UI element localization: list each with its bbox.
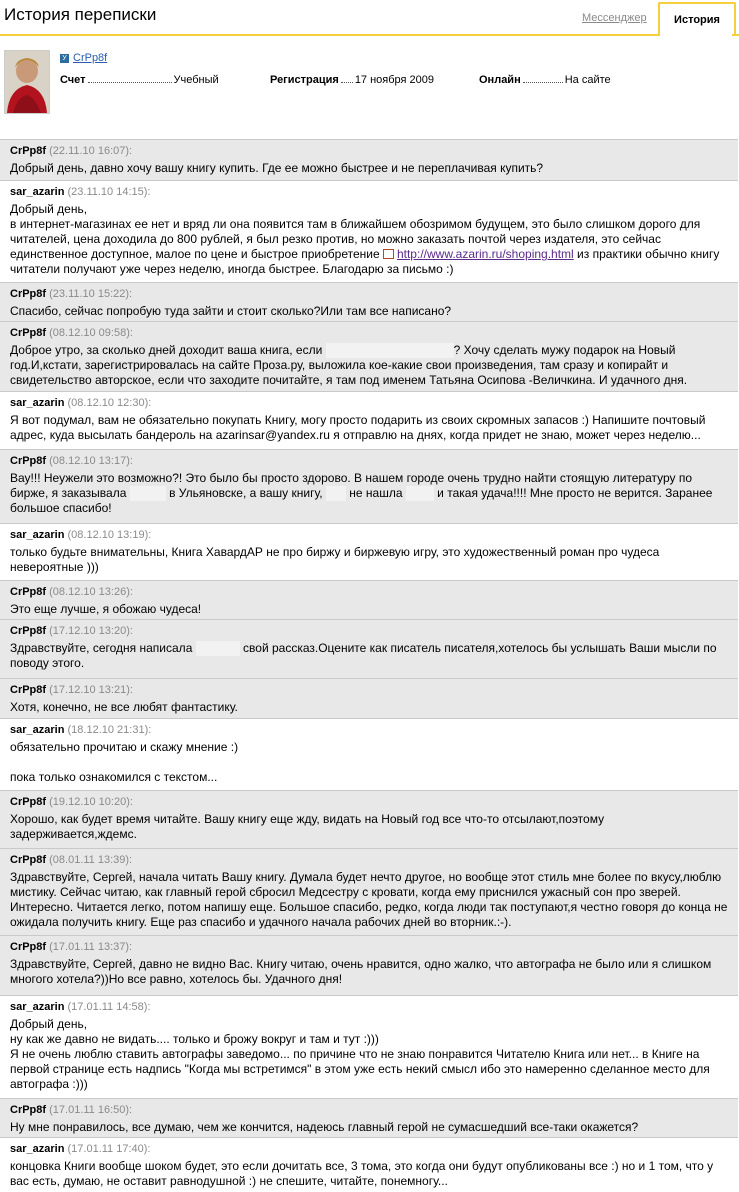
message-time: (08.01.11 13:39): xyxy=(49,854,133,866)
message-time: (17.01.11 14:58): xyxy=(67,1001,151,1013)
tab-history[interactable] xyxy=(658,2,736,36)
message-item xyxy=(0,391,738,449)
message-author[interactable]: CrPp8f xyxy=(10,625,47,637)
message-author[interactable]: sar_azarin xyxy=(10,529,65,541)
redacted-text xyxy=(196,641,240,656)
message-time: (23.11.10 14:15): xyxy=(67,186,151,198)
message-author[interactable]: CrPp8f xyxy=(10,941,47,953)
message-text: Спасибо, сейчас попробую туда зайти и стоит сколько?Или там все написано? xyxy=(10,304,452,318)
message-text: Доброе утро, за сколько дней доходит ваша книга, если ? Хочу сделать мужу подарок на Новый год.И,кстати, зарегистрировалась на сайте Проза.ру, выложила кое-какие свои произведения, там сразу и копирайт и свидетельство авторское, если что заходите почитайте, я там под именем Татьяна Осипова -Величкина. И удачного дня. xyxy=(10,343,688,387)
message-author[interactable]: CrPp8f xyxy=(10,455,47,467)
message-time: (08.12.10 13:26): xyxy=(49,586,133,598)
message-time: (17.01.11 17:40): xyxy=(67,1143,151,1155)
message-author[interactable]: CrPp8f xyxy=(10,1104,47,1116)
message-item xyxy=(0,180,738,282)
message-item xyxy=(0,1137,738,1192)
avatar-photo xyxy=(5,51,49,113)
message-item xyxy=(0,935,738,995)
message-text: Добрый день, ну как же давно не видать.... только и брожу вокруг и там и тут :))) Я не очень люблю ставить автографы заведомо... по причине что не знаю понравится Читателю Книга или нет... в Книге на первой странице есть надпись "Когда мы встретимся" в этом уже есть некий смысл ибо это намеренно сделанное место для автографа :))) xyxy=(10,1017,710,1091)
user-status-icon: У xyxy=(60,54,69,63)
message-item xyxy=(0,282,738,321)
message-time: (18.12.10 21:31): xyxy=(67,724,152,736)
message-time: (17.01.11 16:50): xyxy=(49,1104,133,1116)
message-text: Здравствуйте, Сергей, начала читать Вашу книгу. Думала будет нечто другое, но вообще этот стиль мне более по вкусу,люблю мистику. Сейчас читаю, как главный герой сбросил Медсестру с кровати, когда ему приснился ужасный сон про зверей. Интересно. Читается легко, потом напишу еще. Большое спасибо, редко, когда люди так поступают,я честно говоря до конца не ожидала получить книгу. Еще раз спасибо и удачного начала рабочих дней во вторник.:-). xyxy=(10,870,731,929)
message-time: (08.12.10 09:58): xyxy=(49,327,133,339)
message-item xyxy=(0,139,738,180)
message-item xyxy=(0,321,738,391)
message-text: Ну мне понравилось, все думаю, чем же кончится, надеюсь главный герой не сумасшедший все-таки окажется? xyxy=(10,1120,639,1134)
message-item xyxy=(0,848,738,935)
message-author[interactable]: sar_azarin xyxy=(10,397,65,409)
redacted-text xyxy=(130,486,166,501)
message-author[interactable]: CrPp8f xyxy=(10,288,47,300)
profile-panel xyxy=(0,40,739,130)
message-text: Добрый день, в интернет-магазинах ее нет и вряд ли она появится там в ближайшем обозримом будущем, это было слишком дорого для читателей, цена доходила до 800 рублей, я был резко против, но можно заказать почтой через издателя, это сейчас единственное доступное, малое по цене и быстрое приобретение http://www.azarin.ru/shoping.html из практики обычно книгу читатели получают уже через неделю, иногда быстрее. Благодарю за письмо :) xyxy=(10,202,723,276)
tab-messenger[interactable]: Мессенджер xyxy=(582,12,647,24)
message-time: (19.12.10 10:20): xyxy=(49,796,133,808)
message-author[interactable]: CrPp8f xyxy=(10,586,47,598)
message-item xyxy=(0,678,738,718)
shop-link[interactable]: http://www.azarin.ru/shoping.html xyxy=(396,247,574,261)
username-link[interactable]: CrPp8f xyxy=(73,52,108,64)
message-text: обязательно прочитаю и скажу мнение :) пока только ознакомился с текстом... xyxy=(10,740,239,784)
page-title: История переписки xyxy=(4,5,157,24)
online-info: Онлайн На сайте xyxy=(479,74,611,86)
tab-history-label: История xyxy=(674,14,720,26)
message-item xyxy=(0,619,738,678)
message-author[interactable]: sar_azarin xyxy=(10,1143,65,1155)
avatar[interactable] xyxy=(4,50,50,114)
message-text: Здравствуйте, Сергей, давно не видно Вас. Книгу читаю, очень нравится, одно жалко, что автографа не было или я слишком многого хотела?))Но все равно, хотелось бы. Удачного дня! xyxy=(10,957,715,986)
redacted-text xyxy=(326,343,454,358)
message-text: Вау!!! Неужели это возможно?! Это было бы просто здорово. В нашем городе очень трудно найти стоящую литературу по бирже, я заказывала в Ульяновске, а вашу книгу, не нашла и такая удача!!!! Мне просто не верится. Заранее большое спасибо! xyxy=(10,471,716,515)
message-time: (23.11.10 15:22): xyxy=(49,288,133,300)
message-time: (08.12.10 13:19): xyxy=(67,529,152,541)
message-text: концовка Книги вообще шоком будет, это если дочитать все, 3 тома, это когда они будут опубликованы все :) но и 1 том, что у вас есть, думаю, не оставит равнодушной :) не спешите, читайте, понемногу... xyxy=(10,1159,717,1188)
message-text: Я вот подумал, вам не обязательно покупать Книгу, могу просто подарить из своих скромных запасов :) Напишите почтовый адрес, куда высылать бандероль на azarinsar@yandex.ru я отправлю на днях, когда придет не знаю, может через неделю... xyxy=(10,413,709,442)
message-author[interactable]: sar_azarin xyxy=(10,724,65,736)
message-time: (17.01.11 13:37): xyxy=(49,941,133,953)
message-text: Добрый день, давно хочу вашу книгу купить. Где ее можно быстрее и не переплачивая купить? xyxy=(10,161,544,175)
message-author[interactable]: sar_azarin xyxy=(10,1001,65,1013)
message-time: (08.12.10 13:17): xyxy=(49,455,133,467)
message-text: Хотя, конечно, не все любят фантастику. xyxy=(10,700,238,714)
message-time: (22.11.10 16:07): xyxy=(49,145,133,157)
message-item xyxy=(0,523,738,580)
message-time: (17.12.10 13:20): xyxy=(49,625,133,637)
tab-underline xyxy=(0,34,659,36)
message-text: Хорошо, как будет время читайте. Вашу книгу еще жду, видать на Новый год все что-то отсылают,поэтому задерживается,ждемс. xyxy=(10,812,608,841)
message-author[interactable]: CrPp8f xyxy=(10,327,47,339)
message-author[interactable]: CrPp8f xyxy=(10,796,47,808)
message-item xyxy=(0,1098,738,1137)
message-author[interactable]: sar_azarin xyxy=(10,186,65,198)
message-text: Это еще лучше, я обожаю чудеса! xyxy=(10,602,202,616)
message-time: (08.12.10 12:30): xyxy=(67,397,152,409)
message-item xyxy=(0,580,738,619)
registration-info: Регистрация 17 ноября 2009 xyxy=(270,74,435,86)
external-link-icon xyxy=(383,249,394,259)
message-author[interactable]: CrPp8f xyxy=(10,684,47,696)
message-author[interactable]: CrPp8f xyxy=(10,145,47,157)
message-text: только будьте внимательны, Книга ХавардАР не про биржу и биржевую игру, это художественный роман про чудеса невероятные ))) xyxy=(10,545,663,574)
message-item xyxy=(0,449,738,523)
message-text: Здравствуйте, сегодня написала свой рассказ.Оцените как писатель писателя,хотелось бы услышать Ваши мысли по поводу этого. xyxy=(10,641,720,670)
redacted-text xyxy=(406,486,434,501)
message-author[interactable]: CrPp8f xyxy=(10,854,47,866)
message-time: (17.12.10 13:21): xyxy=(49,684,133,696)
redacted-text xyxy=(326,486,346,501)
top-bar xyxy=(0,0,739,40)
account-info: Счет Учебный xyxy=(60,74,219,86)
tab-underline-right xyxy=(732,34,739,36)
message-item xyxy=(0,790,738,848)
message-item xyxy=(0,995,738,1098)
message-item xyxy=(0,718,738,790)
